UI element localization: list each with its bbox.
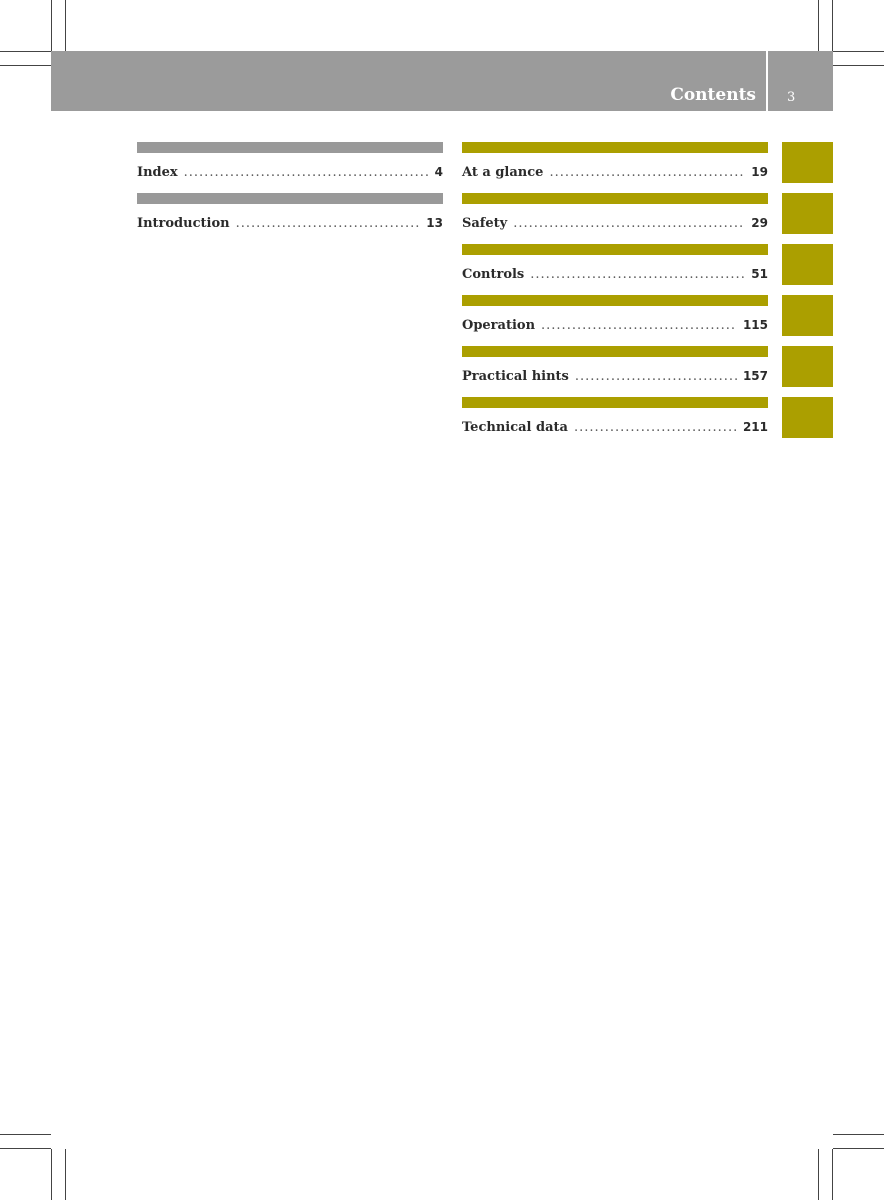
crop-mark bbox=[832, 0, 833, 51]
section-tab[interactable] bbox=[782, 244, 833, 285]
toc-entry-label: Safety bbox=[462, 216, 508, 231]
section-bar bbox=[137, 142, 443, 153]
toc-entry-at-a-glance[interactable] bbox=[462, 142, 768, 193]
toc-entry-safety[interactable] bbox=[462, 193, 768, 244]
crop-mark bbox=[65, 1149, 66, 1200]
toc-entry-label: At a glance bbox=[462, 165, 544, 180]
section-tab[interactable] bbox=[782, 142, 833, 183]
section-bar bbox=[137, 193, 443, 204]
toc-entry-label: Operation bbox=[462, 318, 536, 333]
toc-left-column bbox=[137, 142, 443, 244]
header-divider bbox=[766, 51, 768, 111]
dot-leader bbox=[530, 267, 745, 282]
dot-leader bbox=[513, 216, 745, 231]
toc-entry-page: 115 bbox=[742, 318, 768, 332]
section-tabs bbox=[782, 142, 833, 448]
toc-entry-page: 51 bbox=[751, 267, 768, 281]
dot-leader bbox=[574, 420, 737, 435]
section-tab[interactable] bbox=[782, 193, 833, 234]
toc-entry-page: 19 bbox=[751, 165, 768, 179]
toc-entry-label: Introduction bbox=[137, 216, 230, 231]
dot-leader bbox=[236, 216, 421, 231]
section-bar bbox=[462, 244, 768, 255]
crop-mark bbox=[818, 0, 819, 51]
toc-entry-page: 211 bbox=[742, 420, 768, 434]
crop-mark bbox=[833, 65, 884, 66]
crop-mark bbox=[0, 51, 51, 52]
dot-leader bbox=[549, 165, 745, 180]
page-number: 3 bbox=[787, 90, 796, 105]
toc-entry-label: Technical data bbox=[462, 420, 568, 435]
dot-leader bbox=[575, 369, 737, 384]
dot-leader bbox=[541, 318, 737, 333]
toc-entry-page: 157 bbox=[742, 369, 768, 383]
toc-entry-introduction[interactable] bbox=[137, 193, 443, 244]
toc-entry-label: Practical hints bbox=[462, 369, 569, 384]
crop-mark bbox=[833, 51, 884, 52]
section-bar bbox=[462, 193, 768, 204]
section-bar bbox=[462, 142, 768, 153]
crop-mark bbox=[832, 1149, 833, 1200]
section-tab[interactable] bbox=[782, 346, 833, 387]
dot-leader bbox=[184, 165, 429, 180]
crop-mark bbox=[51, 1149, 52, 1200]
toc-entry-practical-hints[interactable] bbox=[462, 346, 768, 397]
toc-entry-label: Controls bbox=[462, 267, 525, 282]
toc-entry-page: 29 bbox=[751, 216, 768, 230]
toc-entry-page: 4 bbox=[434, 165, 443, 179]
crop-mark bbox=[51, 0, 52, 51]
crop-mark bbox=[833, 1148, 884, 1149]
page-title: Contents bbox=[670, 85, 756, 105]
crop-mark bbox=[0, 65, 51, 66]
section-tab[interactable] bbox=[782, 397, 833, 438]
section-bar bbox=[462, 346, 768, 357]
toc-entry-operation[interactable] bbox=[462, 295, 768, 346]
toc-right-column bbox=[462, 142, 768, 448]
section-bar bbox=[462, 295, 768, 306]
toc-entry-technical-data[interactable] bbox=[462, 397, 768, 448]
crop-mark bbox=[0, 1148, 51, 1149]
crop-mark bbox=[833, 1134, 884, 1135]
section-bar bbox=[462, 397, 768, 408]
section-tab[interactable] bbox=[782, 295, 833, 336]
crop-mark bbox=[818, 1149, 819, 1200]
toc-entry-page: 13 bbox=[426, 216, 443, 230]
toc-entry-label: Index bbox=[137, 165, 178, 180]
toc-entry-controls[interactable] bbox=[462, 244, 768, 295]
toc-entry-index[interactable] bbox=[137, 142, 443, 193]
crop-mark bbox=[0, 1134, 51, 1135]
crop-mark bbox=[65, 0, 66, 51]
